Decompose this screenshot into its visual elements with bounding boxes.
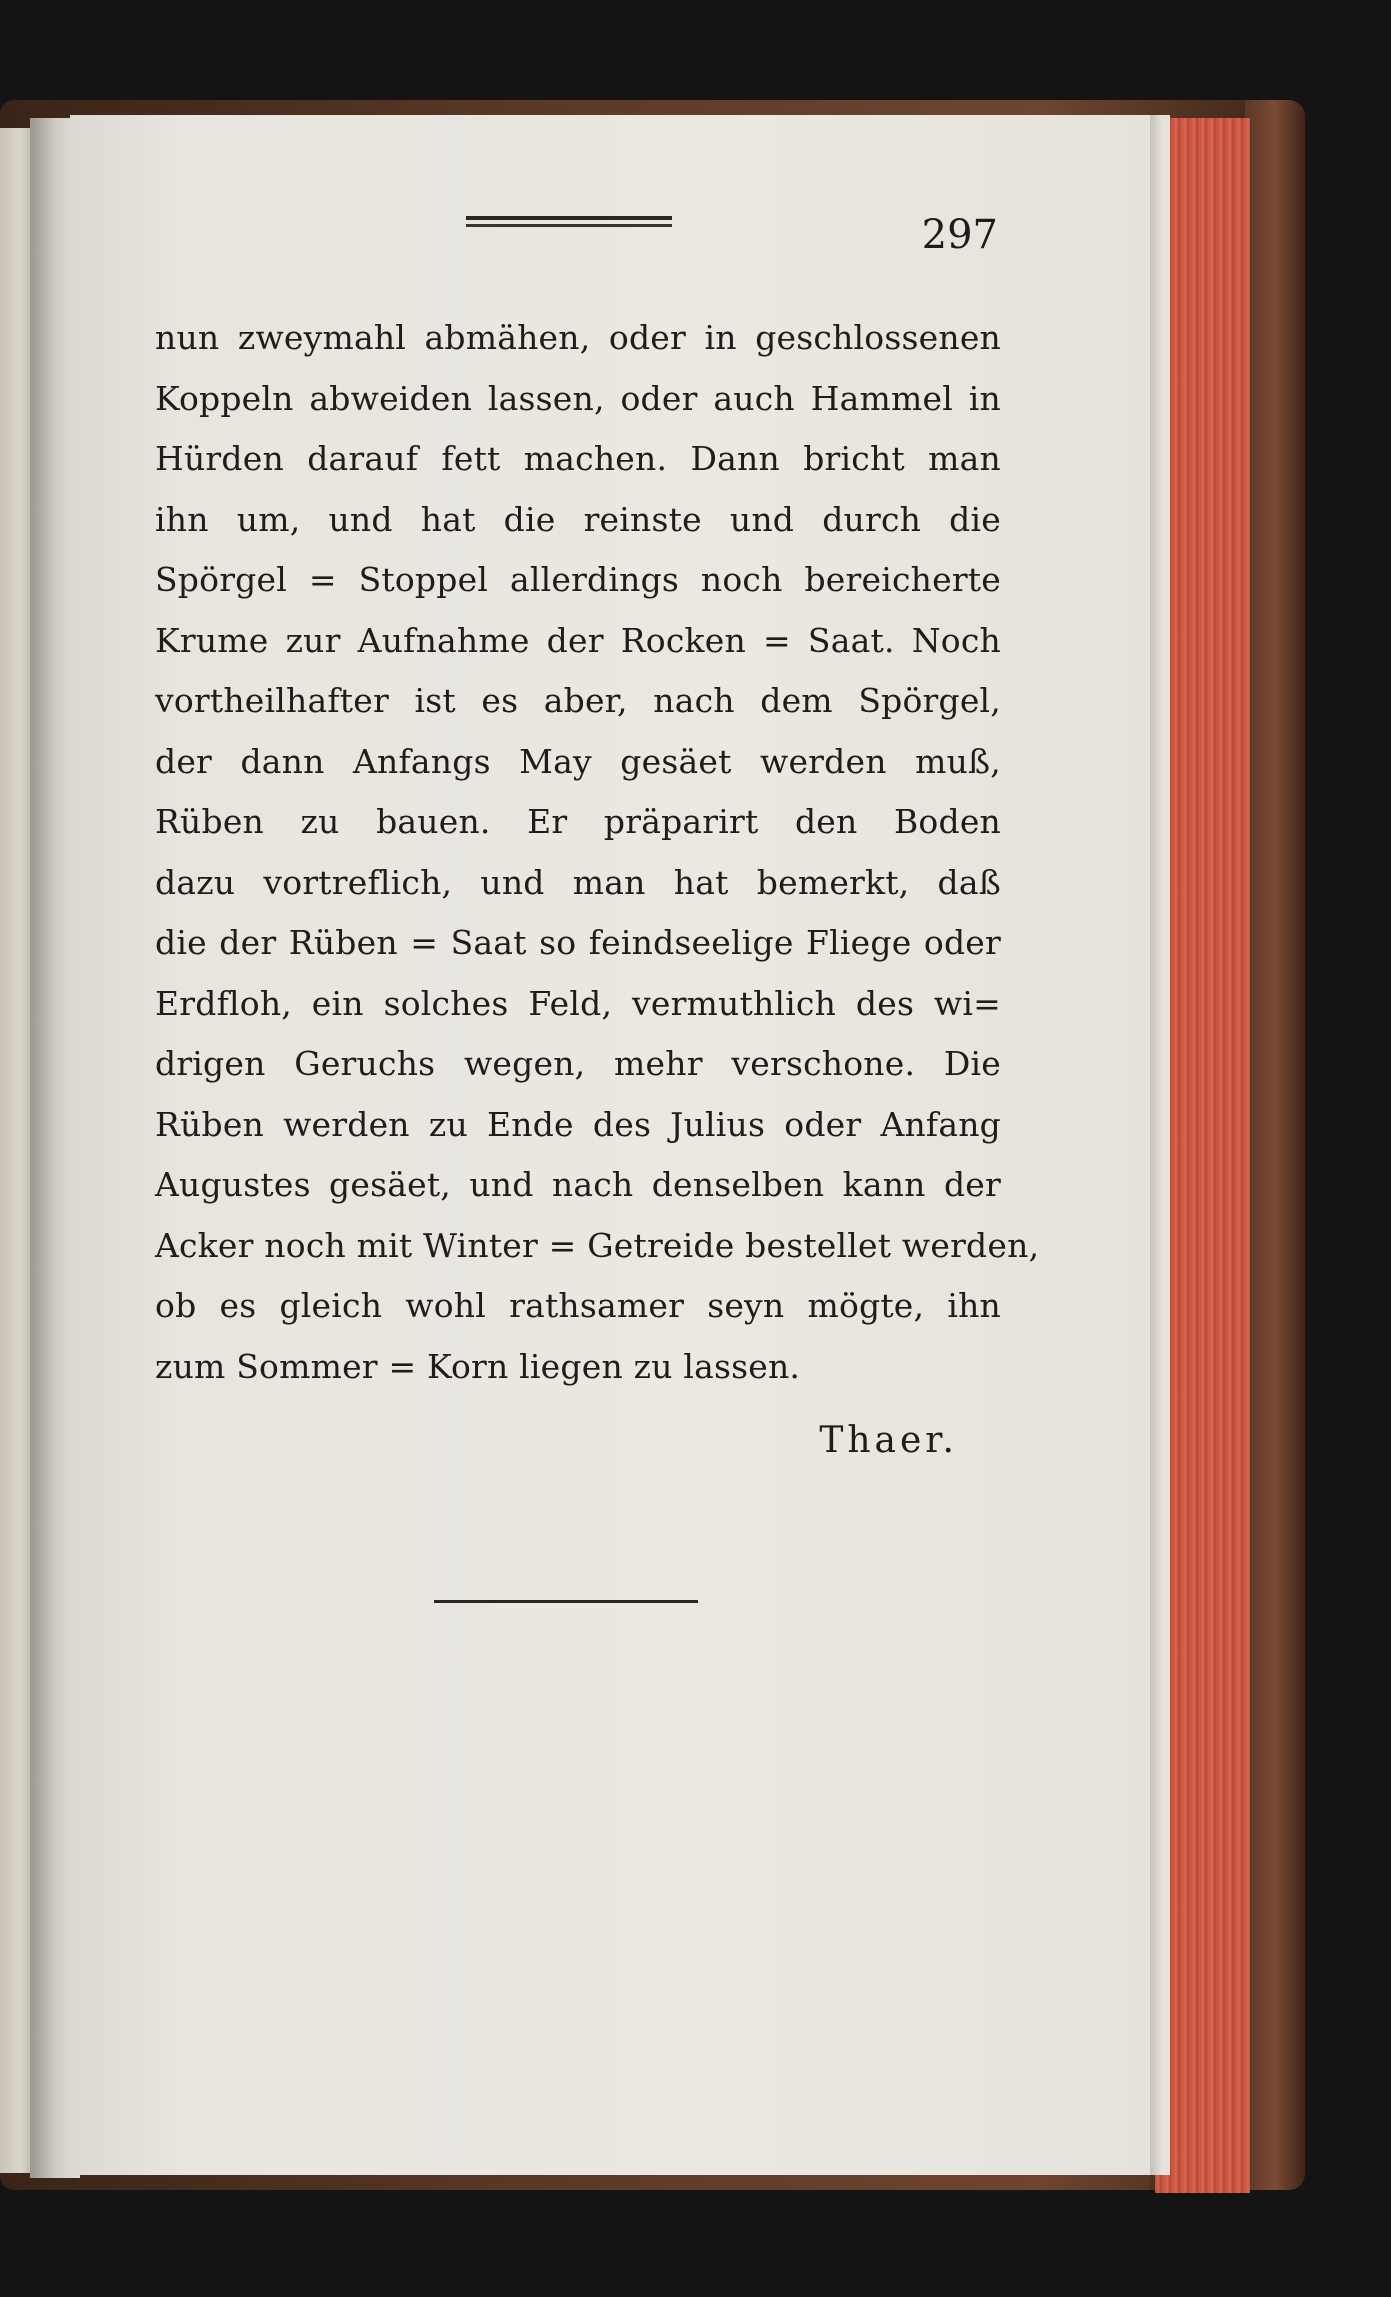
text-line: Augustes gesäet, und nach denselben kann der (155, 1165, 1001, 1204)
text-line: Koppeln abweiden lassen, oder auch Hammel in (155, 378, 1001, 418)
text-line: die der Rüben = Saat so feindseelige Fliege oder (155, 923, 1001, 962)
header-rule-line (466, 224, 672, 227)
header-rule (466, 216, 672, 230)
text-line: Rüben werden zu Ende des Julius oder Anfang (155, 1104, 1001, 1144)
page-number: 297 (921, 212, 998, 258)
text-line: dazu vortreflich, und man hat bemerkt, daß (155, 862, 1001, 902)
author-signature: Thaer. (819, 1420, 958, 1461)
book-cover-edge (1245, 100, 1305, 2190)
page-edge-shadow (1150, 115, 1162, 2195)
left-page (0, 128, 34, 2173)
text-line: Erdfloh, ein solches Feld, vermuthlich des wi= (155, 983, 1001, 1023)
text-line: nun zweymahl abmähen, oder in geschlossenen (155, 318, 1001, 357)
text-line: Acker noch mit Winter = Getreide bestellet werden, (155, 1225, 1040, 1265)
text-line: der dann Anfangs May gesäet werden muß, (155, 741, 1001, 781)
text-line: ob es gleich wohl rathsamer seyn mögte, ihn (155, 1286, 1001, 1325)
text-line: vortheilhafter ist es aber, nach dem Spörgel, (155, 681, 1001, 720)
text-line: Hürden darauf fett machen. Dann bricht man (155, 439, 1001, 478)
body-text (155, 308, 1040, 1397)
text-line: Krume zur Aufnahme der Rocken = Saat. Noch (155, 620, 1001, 660)
text-line: Rüben zu bauen. Er präparirt den Boden (155, 802, 1001, 841)
text-line: drigen Geruchs wegen, mehr verschone. Die (155, 1044, 1001, 1083)
text-line: Spörgel = Stoppel allerdings noch bereicherte (155, 560, 1001, 599)
text-line: zum Sommer = Korn liegen zu lassen. (155, 1346, 801, 1386)
footer-rule (434, 1600, 698, 1603)
text-line: ihn um, und hat die reinste und durch die (155, 499, 1001, 539)
header-rule-line (466, 216, 672, 220)
